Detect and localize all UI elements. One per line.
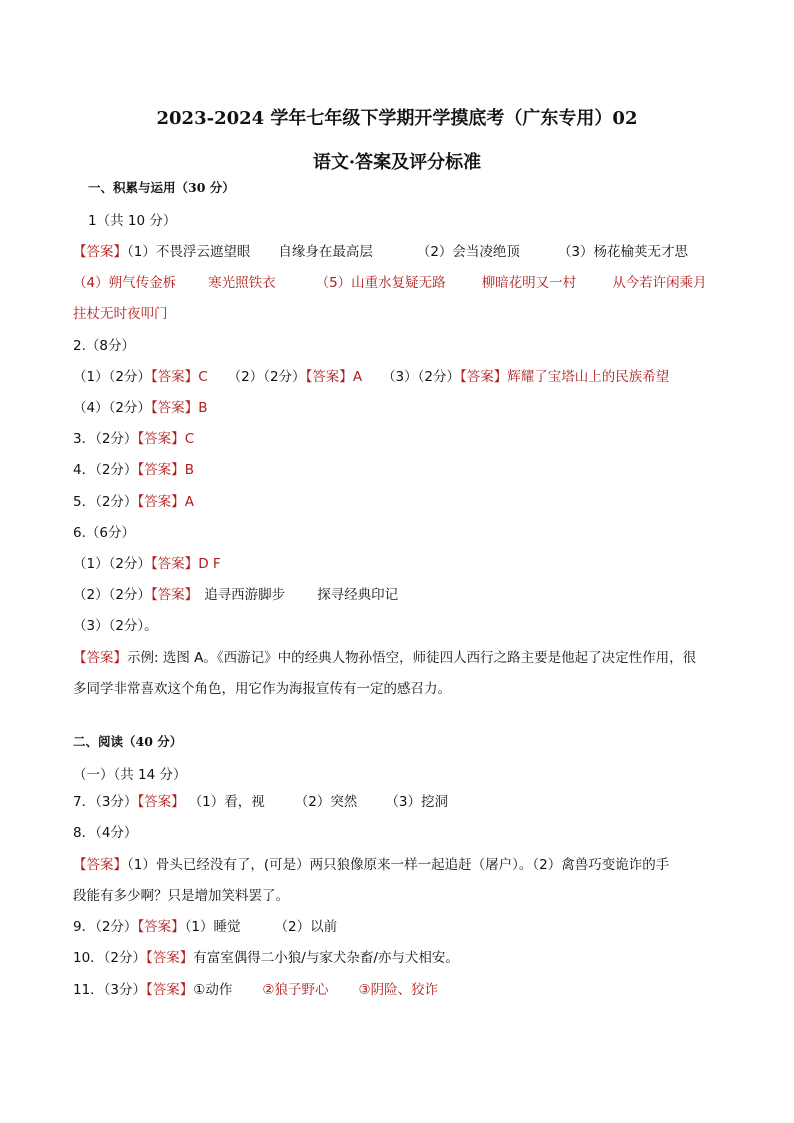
answer-text: 辉耀了宝塔山上的民族希望 xyxy=(507,369,670,385)
answer-tag: 【答案】 xyxy=(73,650,127,666)
question-11 xyxy=(73,981,438,999)
answer-text: ③阴险、狡诈 xyxy=(358,982,439,998)
answer-tag: 【答案】 xyxy=(305,369,353,385)
question-6-1 xyxy=(73,555,221,573)
answer-tag: 【答案】 xyxy=(150,587,199,603)
question-6-header: 6.（6分） xyxy=(73,525,135,541)
question-label: 3．（2分） xyxy=(73,431,138,447)
question-8: 8．（4分） xyxy=(73,825,138,841)
answer-text: B xyxy=(184,462,194,478)
answer-tag: 【答案】 xyxy=(146,950,194,966)
question-9 xyxy=(73,918,337,936)
answer-text: （3）挖洞 xyxy=(385,794,448,810)
answer-text: 从今若许闲乘月 xyxy=(612,275,707,291)
answer-tag: 【答案】 xyxy=(146,982,194,998)
question-label: 10．（2分） xyxy=(73,950,147,966)
question-2-line1 xyxy=(73,368,669,386)
answer-tag: 【答案】 xyxy=(460,369,508,385)
answer-1-line1 xyxy=(73,243,688,261)
question-2-line2 xyxy=(73,399,207,417)
subquestion-label: （4）（2分） xyxy=(73,400,151,416)
answer-text: 示例: 选图 A。《西游记》中的经典人物孙悟空，师徒四人西行之路主要是他起了决定性作用，很 xyxy=(127,650,697,666)
answer-text: A xyxy=(352,369,363,385)
answer-text: 有富室偶得二小狼/与家犬杂畜/亦与犬相安。 xyxy=(193,950,459,966)
answer-text: A xyxy=(184,494,194,510)
question-label: 7．（3分） xyxy=(73,794,138,810)
answer-text: （5）山重水复疑无路 xyxy=(315,275,446,291)
document-title: 2023-2024 学年七年级下学期开学摸底考（广东专用）02 xyxy=(156,108,638,129)
question-2-header: 2.（8分） xyxy=(73,338,135,354)
document-subtitle: 语文·答案及评分标准 xyxy=(312,152,482,173)
subquestion-label: （3）（2分） xyxy=(382,369,460,385)
answer-tag: 【答案】 xyxy=(137,431,185,447)
answer-1-line3: 拄杖无时夜叩门 xyxy=(73,306,168,322)
answer-tag: 【答案】 xyxy=(150,556,199,572)
section-heading-reading: 二、阅读（40 分） xyxy=(73,734,183,749)
answer-tag: 【答案】 xyxy=(137,919,185,935)
question-7 xyxy=(73,793,448,811)
answer-8-line2: 段能有多少啊？只是增加笑料罢了。 xyxy=(73,888,289,904)
answer-text: 寒光照铁衣 xyxy=(208,275,276,291)
question-4 xyxy=(73,461,194,479)
answer-text: C xyxy=(198,369,208,385)
question-6-2 xyxy=(73,586,398,604)
answer-8-line1 xyxy=(73,856,669,874)
answer-text: （1）骨头已经没有了，(可是）两只狼像原来一样一起追赶（屠户）。（2）禽兽巧变诡诈的手 xyxy=(127,857,670,873)
answer-text: （3）杨花榆荚无才思 xyxy=(557,244,689,260)
answer-tag: 【答案】 xyxy=(137,462,185,478)
subquestion-label: （1）（2分） xyxy=(73,369,151,385)
answer-tag: 【答案】 xyxy=(137,494,185,510)
answer-6-3-line1 xyxy=(73,649,696,667)
answer-text: （1）不畏浮云遮望眼 xyxy=(127,244,251,260)
answer-text: 探寻经典印记 xyxy=(317,587,399,603)
answer-text: （1）看，视 xyxy=(188,794,265,810)
answer-text: （1）睡觉 xyxy=(184,919,241,935)
answer-text: （2）会当凌绝顶 xyxy=(416,244,520,260)
question-6-3: （3）（2分）。 xyxy=(73,618,158,634)
answer-text: 柳暗花明又一村 xyxy=(481,275,577,291)
part-1-header: （一）（共 14 分） xyxy=(73,767,187,783)
answer-tag: 【答案】 xyxy=(73,857,127,873)
answer-text: （2）以前 xyxy=(274,919,338,935)
answer-text: C xyxy=(184,431,195,447)
question-label: 4．（2分） xyxy=(73,462,138,478)
subquestion-label: （2）（2分） xyxy=(73,587,151,603)
answer-tag: 【答案】 xyxy=(150,369,199,385)
question-label: 9．（2分） xyxy=(73,919,138,935)
answer-text: 自缘身在最高层 xyxy=(278,244,373,260)
question-3 xyxy=(73,430,194,448)
question-label: 11．（3分） xyxy=(73,982,147,998)
answer-tag: 【答案】 xyxy=(150,400,199,416)
question-1-header: 1（共 10 分） xyxy=(88,213,177,229)
section-heading-accumulation: 一、积累与运用（30 分） xyxy=(88,180,235,195)
answer-tag: 【答案】 xyxy=(137,794,185,810)
answer-text: D F xyxy=(198,556,221,572)
answer-text: （4）朔气传金柝 xyxy=(73,275,177,291)
answer-text: B xyxy=(198,400,208,416)
question-label: 5．（2分） xyxy=(73,494,138,510)
question-5 xyxy=(73,493,194,511)
answer-1-line2 xyxy=(73,274,707,292)
subquestion-label: （1）（2分） xyxy=(73,556,151,572)
question-10 xyxy=(73,949,459,967)
answer-text: 追寻西游脚步 xyxy=(204,587,286,603)
answer-text: （2）突然 xyxy=(294,794,358,810)
subquestion-label: （2）（2分） xyxy=(227,369,306,385)
answer-tag: 【答案】 xyxy=(73,244,127,260)
answer-text: ①动作 xyxy=(193,982,233,998)
answer-text: ②狼子野心 xyxy=(262,982,329,998)
answer-6-3-line2: 多同学非常喜欢这个角色，用它作为海报宣传有一定的感召力。 xyxy=(73,681,451,697)
